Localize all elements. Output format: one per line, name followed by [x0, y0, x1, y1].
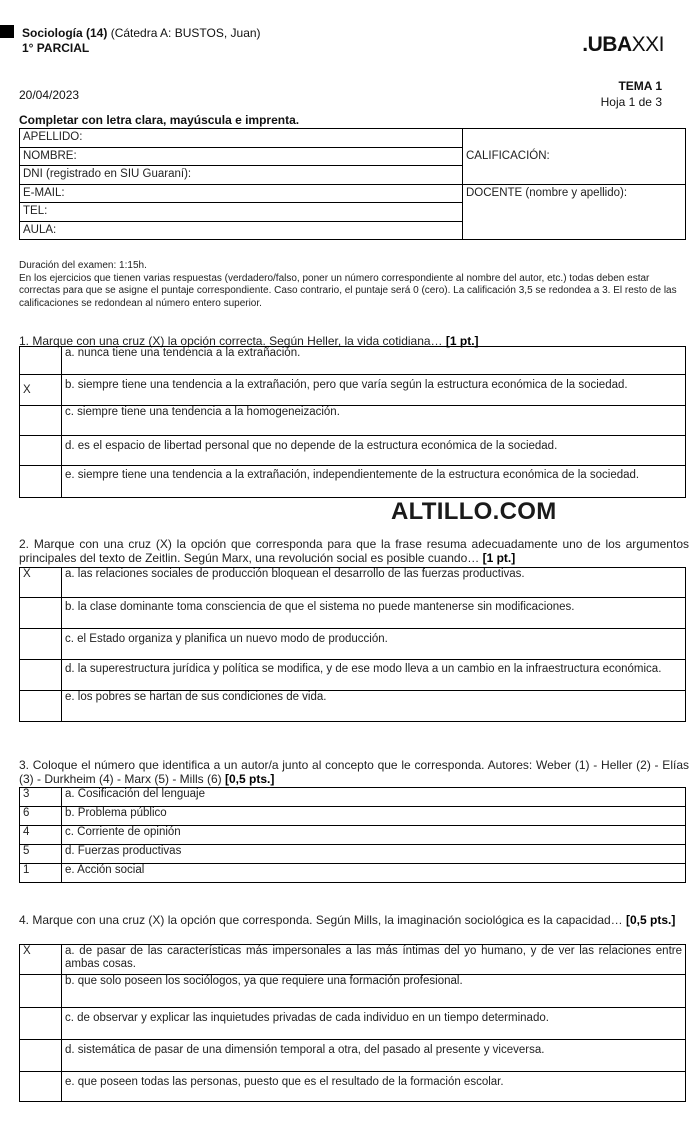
field-dni[interactable]: DNI (registrado en SIU Guaraní):: [20, 166, 463, 185]
question-1-points: [1 pt.]: [445, 334, 479, 348]
answer-mark[interactable]: [20, 660, 62, 691]
answer-row: [20, 598, 686, 629]
option-text: c. Corriente de opinión: [62, 826, 686, 845]
question-2-table: [19, 567, 686, 722]
answer-mark[interactable]: [20, 1072, 62, 1102]
field-tel[interactable]: TEL:: [20, 203, 463, 222]
answer-row: [20, 691, 686, 722]
field-calificacion[interactable]: CALIFICACIÓN:: [463, 129, 686, 185]
uba-logo: .UBAXXI: [582, 33, 664, 56]
question-2-points: [1 pt.]: [482, 551, 516, 565]
answer-row: [20, 845, 686, 864]
student-info-table: [19, 128, 686, 240]
answer-row: [20, 406, 686, 436]
option-text: b. que solo poseen los sociólogos, ya que requiere una formación profesional.: [62, 975, 686, 1008]
answer-mark[interactable]: [20, 598, 62, 629]
exam-name: 1° PARCIAL: [22, 41, 90, 55]
answer-mark[interactable]: [20, 1008, 62, 1040]
course-name: Sociología (14): [22, 26, 108, 40]
option-text: d. es el espacio de libertad personal que no depende de la estructura económica de la sociedad.: [62, 436, 686, 466]
answer-mark[interactable]: 6: [20, 807, 62, 826]
field-email[interactable]: E-MAIL:: [20, 184, 463, 203]
instructions: Completar con letra clara, mayúscula e imprenta.: [19, 113, 300, 127]
answer-mark[interactable]: [20, 466, 62, 498]
answer-mark[interactable]: [20, 1040, 62, 1072]
answer-row: [20, 864, 686, 883]
option-text: e. los pobres se hartan de sus condiciones de vida.: [62, 691, 686, 722]
field-nombre[interactable]: NOMBRE:: [20, 147, 463, 166]
question-1-table: [19, 346, 686, 498]
field-docente[interactable]: DOCENTE (nombre y apellido):: [463, 184, 686, 240]
altillo-watermark: ALTILLO.COM: [391, 498, 557, 525]
answer-row: [20, 975, 686, 1008]
option-text: a. Cosificación del lenguaje: [62, 788, 686, 807]
option-text: a. de pasar de las características más impersonales a las más íntimas del yo humano, y de ver las relaciones entre ambas cosas.: [62, 945, 686, 975]
question-4-table: [19, 944, 686, 1102]
answer-mark[interactable]: 3: [20, 788, 62, 807]
exam-date: 20/04/2023: [19, 88, 80, 102]
option-text: d. sistemática de pasar de una dimensión temporal a otra, del pasado al presente y viceversa.: [62, 1040, 686, 1072]
answer-mark[interactable]: 1: [20, 864, 62, 883]
header-marker-square: [0, 25, 14, 38]
option-text: d. la superestructura jurídica y política se modifica, y de ese modo lleva a un cambio en la infraestructura económica.: [62, 660, 686, 691]
exam-duration: Duración del examen: 1:15h.: [19, 260, 147, 271]
option-text: b. Problema público: [62, 807, 686, 826]
option-text: c. de observar y explicar las inquietudes privadas de cada individuo en un tiempo determinado.: [62, 1008, 686, 1040]
answer-mark[interactable]: 4: [20, 826, 62, 845]
option-text: b. siempre tiene una tendencia a la extrañación, pero que varía según la estructura económica de la sociedad.: [62, 375, 686, 406]
answer-row: [20, 807, 686, 826]
answer-mark[interactable]: [20, 691, 62, 722]
answer-row: [20, 788, 686, 807]
option-text: a. las relaciones sociales de producción bloquean el desarrollo de las fuerzas productivas.: [62, 568, 686, 598]
exam-info: [19, 260, 689, 310]
field-apellido[interactable]: APELLIDO:: [20, 129, 463, 148]
option-text: e. que poseen todas las personas, puesto que es el resultado de la formación escolar.: [62, 1072, 686, 1102]
course-chair: (Cátedra A: BUSTOS, Juan): [107, 26, 261, 40]
answer-mark[interactable]: X: [20, 945, 62, 975]
answer-row: [20, 826, 686, 845]
question-3-table: [19, 787, 686, 883]
answer-row: [20, 568, 686, 598]
option-text: d. Fuerzas productivas: [62, 845, 686, 864]
option-text: a. nunca tiene una tendencia a la extrañación.: [62, 347, 686, 375]
question-2-title: 2. Marque con una cruz (X) la opción que corresponda para que la frase resuma adecuadamente uno de los argumentos principales del texto de Zeitlin. Según Marx, una revolución social es posible cuando… [1 pt.]: [19, 537, 689, 565]
answer-mark[interactable]: X: [20, 568, 62, 598]
answer-mark[interactable]: [20, 629, 62, 660]
answer-mark[interactable]: [20, 406, 62, 436]
field-aula[interactable]: AULA:: [20, 221, 463, 240]
answer-mark[interactable]: [20, 436, 62, 466]
answer-row: [20, 945, 686, 975]
answer-row: [20, 375, 686, 406]
answer-mark[interactable]: 5: [20, 845, 62, 864]
page-count: Hoja 1 de 3: [600, 95, 662, 109]
answer-mark[interactable]: [20, 347, 62, 375]
question-3-title: 3. Coloque el número que identifica a un autor/a junto al concepto que le corresponda. Autores: Weber (1) - Heller (2) - Elías (3) - Durkheim (4) - Marx (5) - Mills (6) [0,5 pts.]: [19, 758, 689, 786]
answer-mark[interactable]: X: [20, 375, 62, 406]
option-text: c. el Estado organiza y planifica un nuevo modo de producción.: [62, 629, 686, 660]
tema-block: [601, 78, 662, 110]
answer-row: [20, 1008, 686, 1040]
option-text: e. Acción social: [62, 864, 686, 883]
answer-row: [20, 1072, 686, 1102]
option-text: b. la clase dominante toma consciencia de que el sistema no puede mantenerse sin modificaciones.: [62, 598, 686, 629]
answer-row: [20, 1040, 686, 1072]
question-4-title: 4. Marque con una cruz (X) la opción que corresponda. Según Mills, la imaginación sociológica es la capacidad… [0,5 pts.]: [19, 913, 676, 927]
tema-label: TEMA 1: [618, 79, 662, 93]
answer-row: [20, 660, 686, 691]
answer-row: [20, 466, 686, 498]
answer-row: [20, 629, 686, 660]
answer-row: [20, 436, 686, 466]
option-text: e. siempre tiene una tendencia a la extrañación, independientemente de la estructura económica de la sociedad.: [62, 466, 686, 498]
question-1-title: 1. Marque con una cruz (X) la opción correcta. Según Heller, la vida cotidiana… [1 pt.]: [19, 334, 479, 348]
question-4-points: [0,5 pts.]: [626, 913, 676, 927]
option-text: c. siempre tiene una tendencia a la homogeneización.: [62, 406, 686, 436]
answer-row: [20, 347, 686, 375]
exam-rules: En los ejercicios que tienen varias respuestas (verdadero/falso, poner un número correspondiente al nombre del autor, etc.) todas deben estar correctas para que se asigne el puntaje correspondiente. Caso contrario, el puntaje será 0 (cero). La calificación 3,5 se redondea a 3. El resto de las calificaciones se redondean al número entero superior.: [19, 272, 677, 309]
answer-mark[interactable]: [20, 975, 62, 1008]
question-3-points: [0,5 pts.]: [225, 772, 275, 786]
course-header: [22, 26, 261, 56]
